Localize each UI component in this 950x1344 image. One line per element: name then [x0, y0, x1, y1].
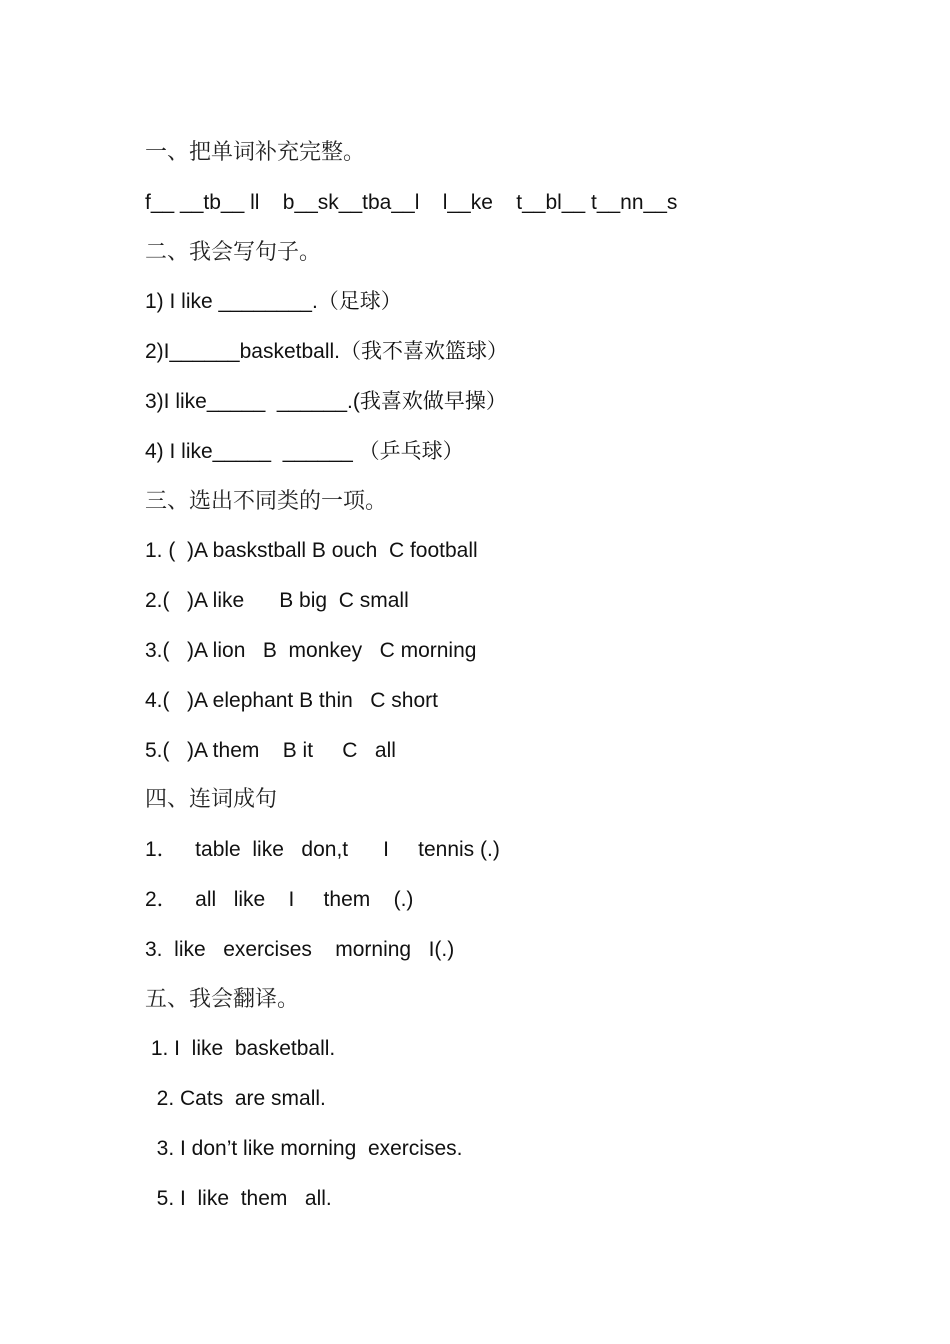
sentence-item-4: 4) I like_____ ______ （乒乓球） [145, 439, 464, 463]
section-heading-4: 四、连词成句 [145, 787, 278, 813]
choice-item-1: 1. ( )A baskstball B ouch C football [145, 539, 478, 563]
choice-item-3: 3.( )A lion B monkey C morning [145, 638, 477, 662]
worksheet-body [145, 128, 905, 1224]
section-heading-5: 五、我会翻译。 [145, 986, 300, 1012]
choice-item-5: 5.( )A them B it C all [145, 738, 396, 762]
choice-item-2: 2.( )A like B big C small [145, 589, 409, 613]
translation-item-1: 1. I like basketball. [145, 1037, 336, 1061]
word-order-item-2: 2． all like I them (.) [145, 887, 414, 911]
section-heading-3: 三、选出不同类的一项。 [145, 488, 388, 514]
translation-item-2: 2. Cats are small. [145, 1087, 326, 1111]
translation-item-3: 3. I don’t like morning exercises. [145, 1136, 463, 1160]
sentence-item-3: 3)I like_____ ______.(我喜欢做早操） [145, 389, 507, 413]
word-order-item-3: 3. like exercises morning I(.) [145, 937, 455, 961]
section-heading-1: 一、把单词补充完整。 [145, 140, 366, 165]
sentence-item-2: 2)I______basketball.（我不喜欢篮球） [145, 340, 508, 364]
choice-item-4: 4.( )A elephant B thin C short [145, 688, 438, 712]
word-completion-line: f__ __tb__ ll b__sk__tba__l l__ke t__bl__ t__nn__s [145, 190, 678, 214]
translation-item-4: 5. I like them all. [145, 1186, 332, 1210]
section-heading-2: 二、我会写句子。 [145, 239, 322, 265]
sentence-item-1: 1) I like ________.（足球） [145, 290, 402, 314]
word-order-item-1: 1． table like don,t I tennis (.) [145, 838, 500, 862]
